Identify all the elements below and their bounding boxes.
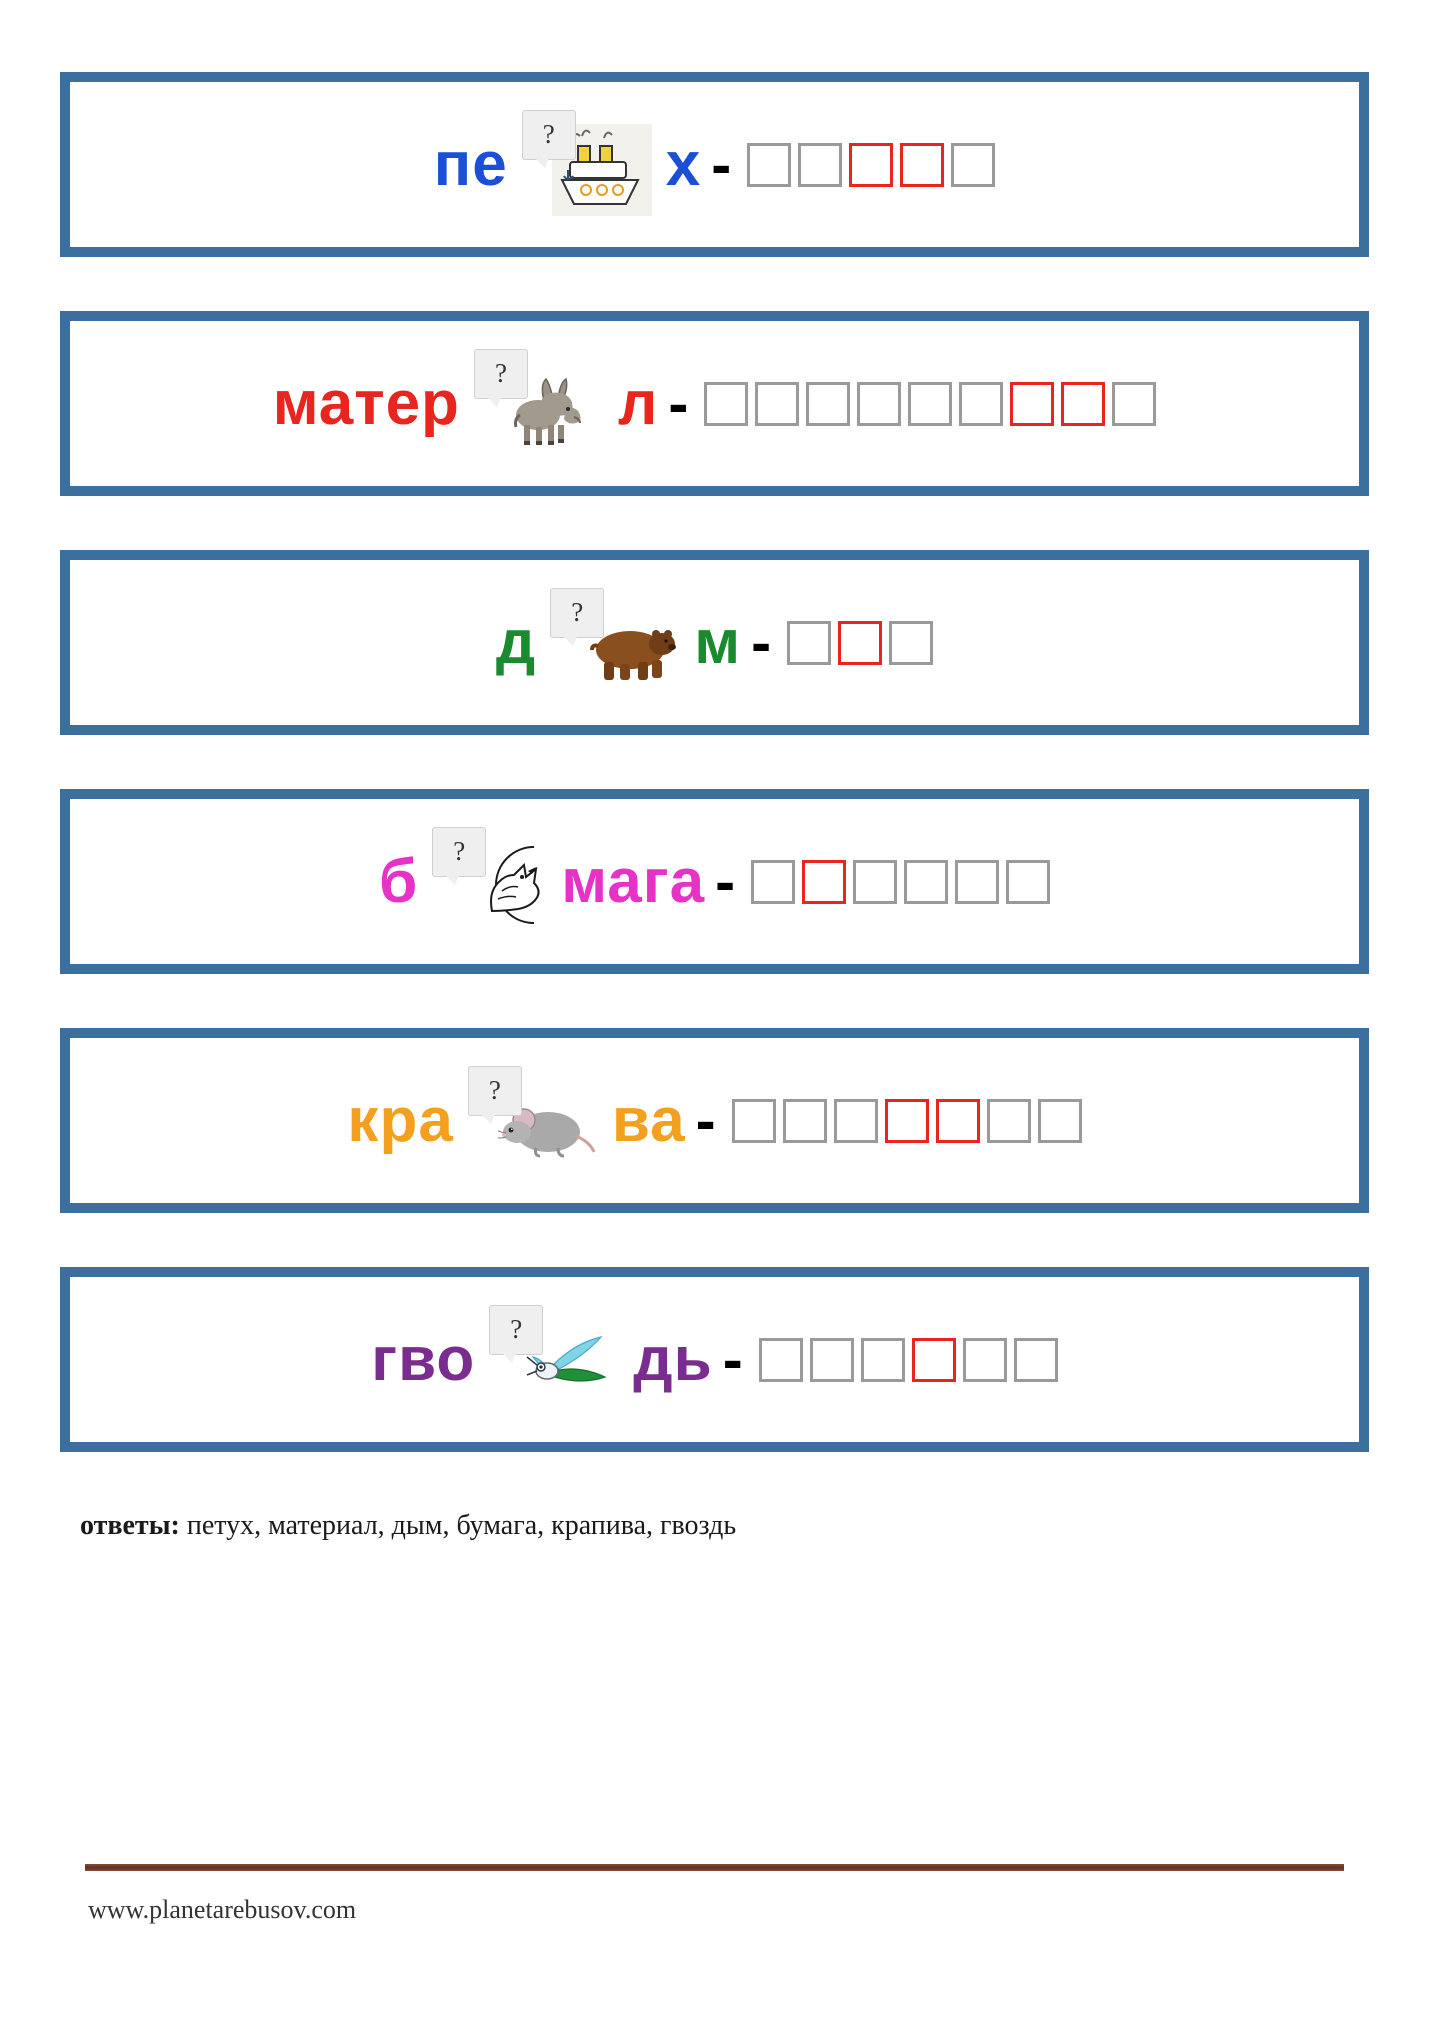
answer-cell[interactable] xyxy=(889,621,933,665)
answer-cell[interactable] xyxy=(951,143,995,187)
question-bubble-icon xyxy=(489,1305,543,1355)
answer-cell[interactable] xyxy=(908,382,952,426)
question-bubble-icon xyxy=(522,110,576,160)
dash: - xyxy=(711,130,732,198)
puzzle-picture xyxy=(474,349,604,459)
answer-cell[interactable] xyxy=(904,860,948,904)
answer-cell-highlight[interactable] xyxy=(900,143,944,187)
answer-cells xyxy=(751,860,1050,904)
puzzle-picture xyxy=(550,588,680,698)
answer-cells xyxy=(747,143,995,187)
answer-cell[interactable] xyxy=(1038,1099,1082,1143)
puzzle-row xyxy=(60,789,1369,974)
question-mark: ? xyxy=(488,1075,501,1105)
answer-cell-highlight[interactable] xyxy=(802,860,846,904)
puzzle-suffix: х xyxy=(665,129,702,199)
footer-divider xyxy=(85,1864,1344,1871)
answer-cell[interactable] xyxy=(751,860,795,904)
answer-cell[interactable] xyxy=(806,382,850,426)
puzzle-picture xyxy=(489,1305,619,1415)
answer-cell-highlight[interactable] xyxy=(885,1099,929,1143)
answer-cell[interactable] xyxy=(853,860,897,904)
answer-cell-highlight[interactable] xyxy=(936,1099,980,1143)
dash: - xyxy=(668,369,689,437)
answer-cell[interactable] xyxy=(810,1338,854,1382)
answer-cell[interactable] xyxy=(1014,1338,1058,1382)
answer-cell[interactable] xyxy=(857,382,901,426)
puzzle-suffix: м xyxy=(694,607,742,677)
answer-cell[interactable] xyxy=(834,1099,878,1143)
puzzle-row xyxy=(60,1028,1369,1213)
answer-cell[interactable] xyxy=(861,1338,905,1382)
answer-cell[interactable] xyxy=(704,382,748,426)
answer-cell[interactable] xyxy=(783,1099,827,1143)
answers-line xyxy=(60,1510,1369,1542)
question-bubble-icon xyxy=(432,827,486,877)
puzzle-prefix: матер xyxy=(272,368,460,438)
puzzle-picture xyxy=(522,110,652,220)
dash: - xyxy=(715,847,736,915)
question-bubble-icon xyxy=(468,1066,522,1116)
question-bubble-icon xyxy=(550,588,604,638)
answer-cell[interactable] xyxy=(732,1099,776,1143)
puzzle-suffix: дь xyxy=(633,1324,713,1394)
puzzle-prefix: б xyxy=(378,846,419,916)
question-mark: ? xyxy=(453,836,466,866)
puzzle-row xyxy=(60,1267,1369,1452)
answer-cell[interactable] xyxy=(959,382,1003,426)
footer-url: www.planetarebusov.com xyxy=(88,1895,357,1924)
puzzle-picture xyxy=(432,827,547,937)
answer-cells xyxy=(732,1099,1082,1143)
question-mark: ? xyxy=(510,1314,523,1344)
answer-cell-highlight[interactable] xyxy=(1010,382,1054,426)
answer-cell-highlight[interactable] xyxy=(1061,382,1105,426)
answer-cell-highlight[interactable] xyxy=(849,143,893,187)
answer-cells xyxy=(759,1338,1058,1382)
puzzle-prefix: пе xyxy=(433,129,508,199)
answer-cell-highlight[interactable] xyxy=(838,621,882,665)
dash: - xyxy=(751,608,772,676)
question-mark: ? xyxy=(494,358,507,388)
puzzle-row xyxy=(60,311,1369,496)
answer-cells xyxy=(787,621,933,665)
puzzle-suffix: л xyxy=(617,368,659,438)
answers-text: петух, материал, дым, бумага, крапива, гвоздь xyxy=(186,1510,737,1541)
answer-cell[interactable] xyxy=(798,143,842,187)
answer-cell-highlight[interactable] xyxy=(912,1338,956,1382)
answers-label: ответы: xyxy=(80,1510,180,1541)
answer-cell[interactable] xyxy=(1112,382,1156,426)
puzzle-prefix: кра xyxy=(347,1085,454,1155)
answer-cell[interactable] xyxy=(987,1099,1031,1143)
answer-cell[interactable] xyxy=(963,1338,1007,1382)
answer-cell[interactable] xyxy=(787,621,831,665)
puzzle-suffix: мага xyxy=(561,846,706,916)
puzzle-row xyxy=(60,72,1369,257)
answer-cell[interactable] xyxy=(747,143,791,187)
puzzle-suffix: ва xyxy=(611,1085,686,1155)
answer-cell[interactable] xyxy=(1006,860,1050,904)
dash: - xyxy=(695,1086,716,1154)
answer-cells xyxy=(704,382,1156,426)
question-mark: ? xyxy=(571,597,584,627)
answer-cell[interactable] xyxy=(755,382,799,426)
answer-cell[interactable] xyxy=(759,1338,803,1382)
puzzle-prefix: д xyxy=(495,607,537,677)
question-bubble-icon xyxy=(474,349,528,399)
puzzle-prefix: гво xyxy=(371,1324,476,1394)
dash: - xyxy=(722,1325,743,1393)
puzzle-row xyxy=(60,550,1369,735)
question-mark: ? xyxy=(542,119,555,149)
answer-cell[interactable] xyxy=(955,860,999,904)
puzzle-picture xyxy=(468,1066,598,1176)
